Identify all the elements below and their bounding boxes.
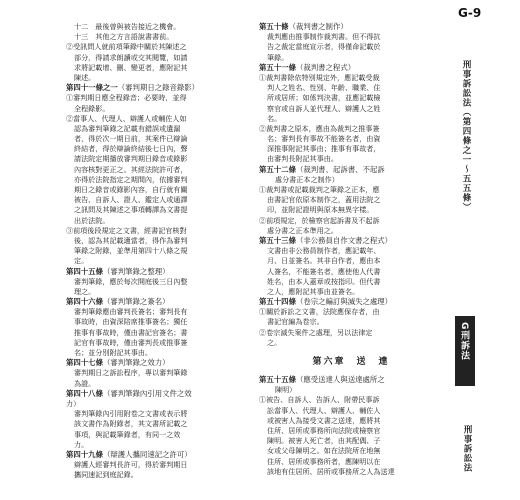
article-subtitle: （審判筆錄內引用文件之效: [102, 388, 192, 398]
text-line: ①被告、自訴人、告訴人、附帶民事訴: [259, 395, 380, 405]
text-line: 處分書之正本準用之。: [267, 225, 338, 235]
text-line: 筆錄之附錄，並準用第四十八條之規: [74, 246, 188, 256]
text-line: 審判期日之訴訟程序，專以審判筆錄: [74, 368, 188, 378]
article-heading: [66, 297, 249, 307]
text-line: 或被害人為接受文書之送達，應將其: [267, 415, 381, 425]
text-line: ②卷宗滅失案件之處理，另以法律定: [259, 327, 373, 337]
text-line: ②前項規定，於檢察官起訴書及不起訴: [259, 215, 380, 225]
text-line: ①審判期日應全程錄音；必要時，並得: [66, 93, 187, 103]
section-tab-label: G刑訴法: [459, 322, 469, 361]
text-line: 審判筆錄內引用附卷之文書或表示將: [74, 409, 188, 419]
text-line: 印，並附記證明與原本無異字樣。: [267, 205, 374, 215]
left-column: [66, 22, 249, 480]
article-number: 第五十四條: [259, 297, 296, 307]
text-line: 十三 其他之方言語說書書前。: [74, 32, 174, 42]
text-line: 人簽名，不能簽名者，應使他人代書: [267, 266, 381, 276]
text-line: 處分書正本之制作）: [275, 174, 339, 184]
text-line: 者，得於次一期日前，其案件已辯論: [74, 134, 188, 144]
text-line: ②受訊問人就前項筆錄中關於其陳述之: [66, 42, 187, 52]
article-heading: [259, 375, 443, 385]
article-number: 第四十五條: [66, 266, 103, 276]
text-line: ①裁判書除依特別規定外，應記載受裁: [259, 72, 380, 82]
text-line: 推事有事故時，僅由書記官簽名；書: [74, 327, 188, 337]
article-number: 第五十三條: [259, 235, 296, 245]
article-heading: [66, 450, 249, 460]
text-line: 求將記載增、刪、變更者，應附記其: [74, 62, 188, 72]
text-line: 名。: [267, 113, 282, 123]
text-line: 力。: [74, 439, 89, 449]
side-running-title: 刑事訴訟法（第四條之一～五五條）: [461, 60, 471, 212]
text-line: 之人，應附記其事由並簽名。: [267, 286, 360, 296]
article-number: 第四十一條之一: [66, 83, 118, 93]
text-line: 力）: [66, 398, 81, 408]
text-line: ①裁判書或記載裁判之筆錄之正本，應: [259, 185, 380, 194]
text-line: 全程錄影。: [74, 103, 110, 113]
article-number: 第四十九條: [66, 449, 103, 459]
text-line: 察官或自訴人並代理人、辯護人之姓: [267, 103, 381, 113]
article-heading: [66, 389, 249, 399]
text-line: 記官有事故時，僅由審判長或推事簽: [74, 337, 188, 347]
article-number: 第五十二條: [259, 164, 296, 174]
text-line: 名；審判長有事故不能簽名者，由資: [267, 134, 381, 144]
text-line: 終結者，得於辯論終結後七日內，聲: [74, 144, 188, 154]
text-line: 期日之錄音或錄影內容，自行就有關: [74, 185, 188, 194]
text-line: 為證。: [74, 378, 96, 388]
text-line: 請法院定期播放審判期日錄音或錄影: [74, 154, 188, 164]
text-line: 陳明。被害人死亡者，由其配偶、子: [267, 436, 381, 446]
article-subtitle: （審判筆錄之效力）: [102, 358, 170, 368]
text-line: 裁判應由推事制作裁判書。但不得抗: [267, 32, 381, 42]
text-line: 訟當事人、代理人、辯護人、輔佐人: [267, 405, 381, 415]
side-law-name: 刑事訴訟法: [462, 425, 472, 473]
text-line: 後，認為其記載適當者，得作為審判: [74, 235, 188, 245]
text-line: 告之裁定當庭宣示者，得僅命記載於: [267, 42, 381, 52]
text-line: 由審判長附記其事由。: [267, 154, 338, 164]
article-heading: [259, 22, 443, 32]
article-number: 第五十五條: [259, 375, 296, 384]
text-line: 女或父母陳明之。如在法院所在地無: [267, 446, 381, 456]
article-subtitle: （非公務員自作文書之程式）: [295, 235, 393, 245]
text-line: 事故時，由資深陪席推事簽名；獨任: [74, 317, 188, 327]
article-subtitle: （審判筆錄之整理）: [102, 266, 170, 276]
text-line: ①關於訴訟之文書，法院應保存者，由: [259, 307, 380, 317]
article-subtitle: （卷宗之編訂與滅失之處理）: [295, 297, 393, 307]
text-line: 姓名，由本人蓋章或按指印。但代書: [267, 276, 381, 286]
text-line: 被告、自訴人、證人、鑑定人或通譯: [74, 195, 188, 205]
article-heading: [66, 358, 249, 368]
article-subtitle: （審判筆錄之簽名）: [102, 297, 170, 307]
text-line: 之訊問及其陳述之事項轉譯為文書提: [74, 205, 188, 215]
article-subtitle: （審判期日之錄音錄影）: [117, 83, 200, 93]
article-number: 第四十八條: [66, 388, 103, 398]
text-line: 審判筆錄應由審判長簽名；審判長有: [74, 307, 188, 317]
text-line: 陳明）: [275, 385, 297, 395]
article-subtitle: （裁判書之制作）: [288, 22, 348, 31]
text-line: 所或居所；如係判決書，並應記載檢: [267, 93, 381, 103]
text-line: ②裁判書之原本，應由為裁判之推事簽: [259, 123, 380, 133]
text-line: 事項，與記載筆錄者，有同一之效: [74, 429, 181, 439]
text-line: 筆錄。: [267, 52, 289, 62]
article-subtitle: （辯護人攜同速記之許可）: [102, 449, 192, 459]
text-line: 月、日並簽名。其非自作者，應由本: [267, 256, 381, 266]
text-line: 名；並分別附記其事由。: [74, 348, 153, 357]
text-line: 由書記官依原本制作之，蓋用法院之: [267, 195, 381, 205]
article-heading: [259, 297, 443, 307]
text-line: 深推事附記其事由；推事有事故者，: [267, 144, 381, 154]
text-line: 出於法院。: [74, 215, 110, 225]
text-line: 文書由非公務員制作者，應記載年、: [267, 246, 381, 256]
article-subtitle: （裁判書、起訴書、不起訴: [295, 164, 385, 174]
text-line: 判人之姓名、性別、年齡、職業、住: [267, 83, 381, 93]
text-line: ②當事人、代理人、辯護人或輔佐人如: [66, 113, 187, 123]
text-line: ③前項後段規定之文書，經書記官核對: [66, 225, 187, 235]
text-line: 書記官編為卷宗。: [267, 317, 324, 327]
article-heading: [66, 83, 249, 93]
article-heading: [259, 165, 443, 175]
chapter-title: 第六章 送 達: [312, 357, 390, 367]
article-number: 第五十條: [259, 22, 289, 31]
article-heading: [259, 236, 443, 246]
article-heading: [259, 63, 443, 73]
article-number: 第五十一條: [259, 62, 296, 72]
article-number: 第四十六條: [66, 297, 103, 307]
text-line: 該文書作為附錄者，其文書所記載之: [74, 419, 188, 429]
text-line: 理之。: [74, 286, 96, 296]
text-line: 亦得於法院指定之期間內，依據審判: [74, 174, 188, 184]
text-line: 部分，得請求朗讀或交其閱覽，如請: [74, 52, 188, 62]
text-line: 住所、居所或事務所者，應陳明以在: [267, 456, 381, 466]
text-line: 定。: [74, 256, 89, 266]
article-subtitle: （應受送達人與送達處所之: [295, 375, 385, 384]
page-number: G-9: [458, 6, 482, 20]
text-line: 住所、居所或事務所向法院或檢察官: [267, 425, 381, 435]
text-line: 陳述。: [74, 72, 96, 82]
article-subtitle: （裁判書之程式）: [295, 62, 356, 72]
article-number: 第四十七條: [66, 358, 103, 368]
text-line: 攜同速記到庭記錄。: [74, 470, 138, 480]
text-line: 認為審判筆錄之記載有錯誤或遺漏: [74, 123, 181, 133]
text-line: 之。: [267, 337, 282, 347]
text-line: 十二 最後曾與被告接近之機會。: [74, 22, 181, 31]
text-line: 辯護人經審判長許可，得於審判期日: [74, 460, 188, 470]
text-line: 審判筆錄，應於每次開庭後三日內整: [74, 276, 188, 286]
right-column: [259, 22, 443, 477]
text-line: 內容核對更正之。其經法院許可者，: [74, 164, 188, 174]
text-line: 該地有住居所、居所或事務所之人為送達: [267, 466, 395, 476]
article-heading: [66, 267, 249, 277]
